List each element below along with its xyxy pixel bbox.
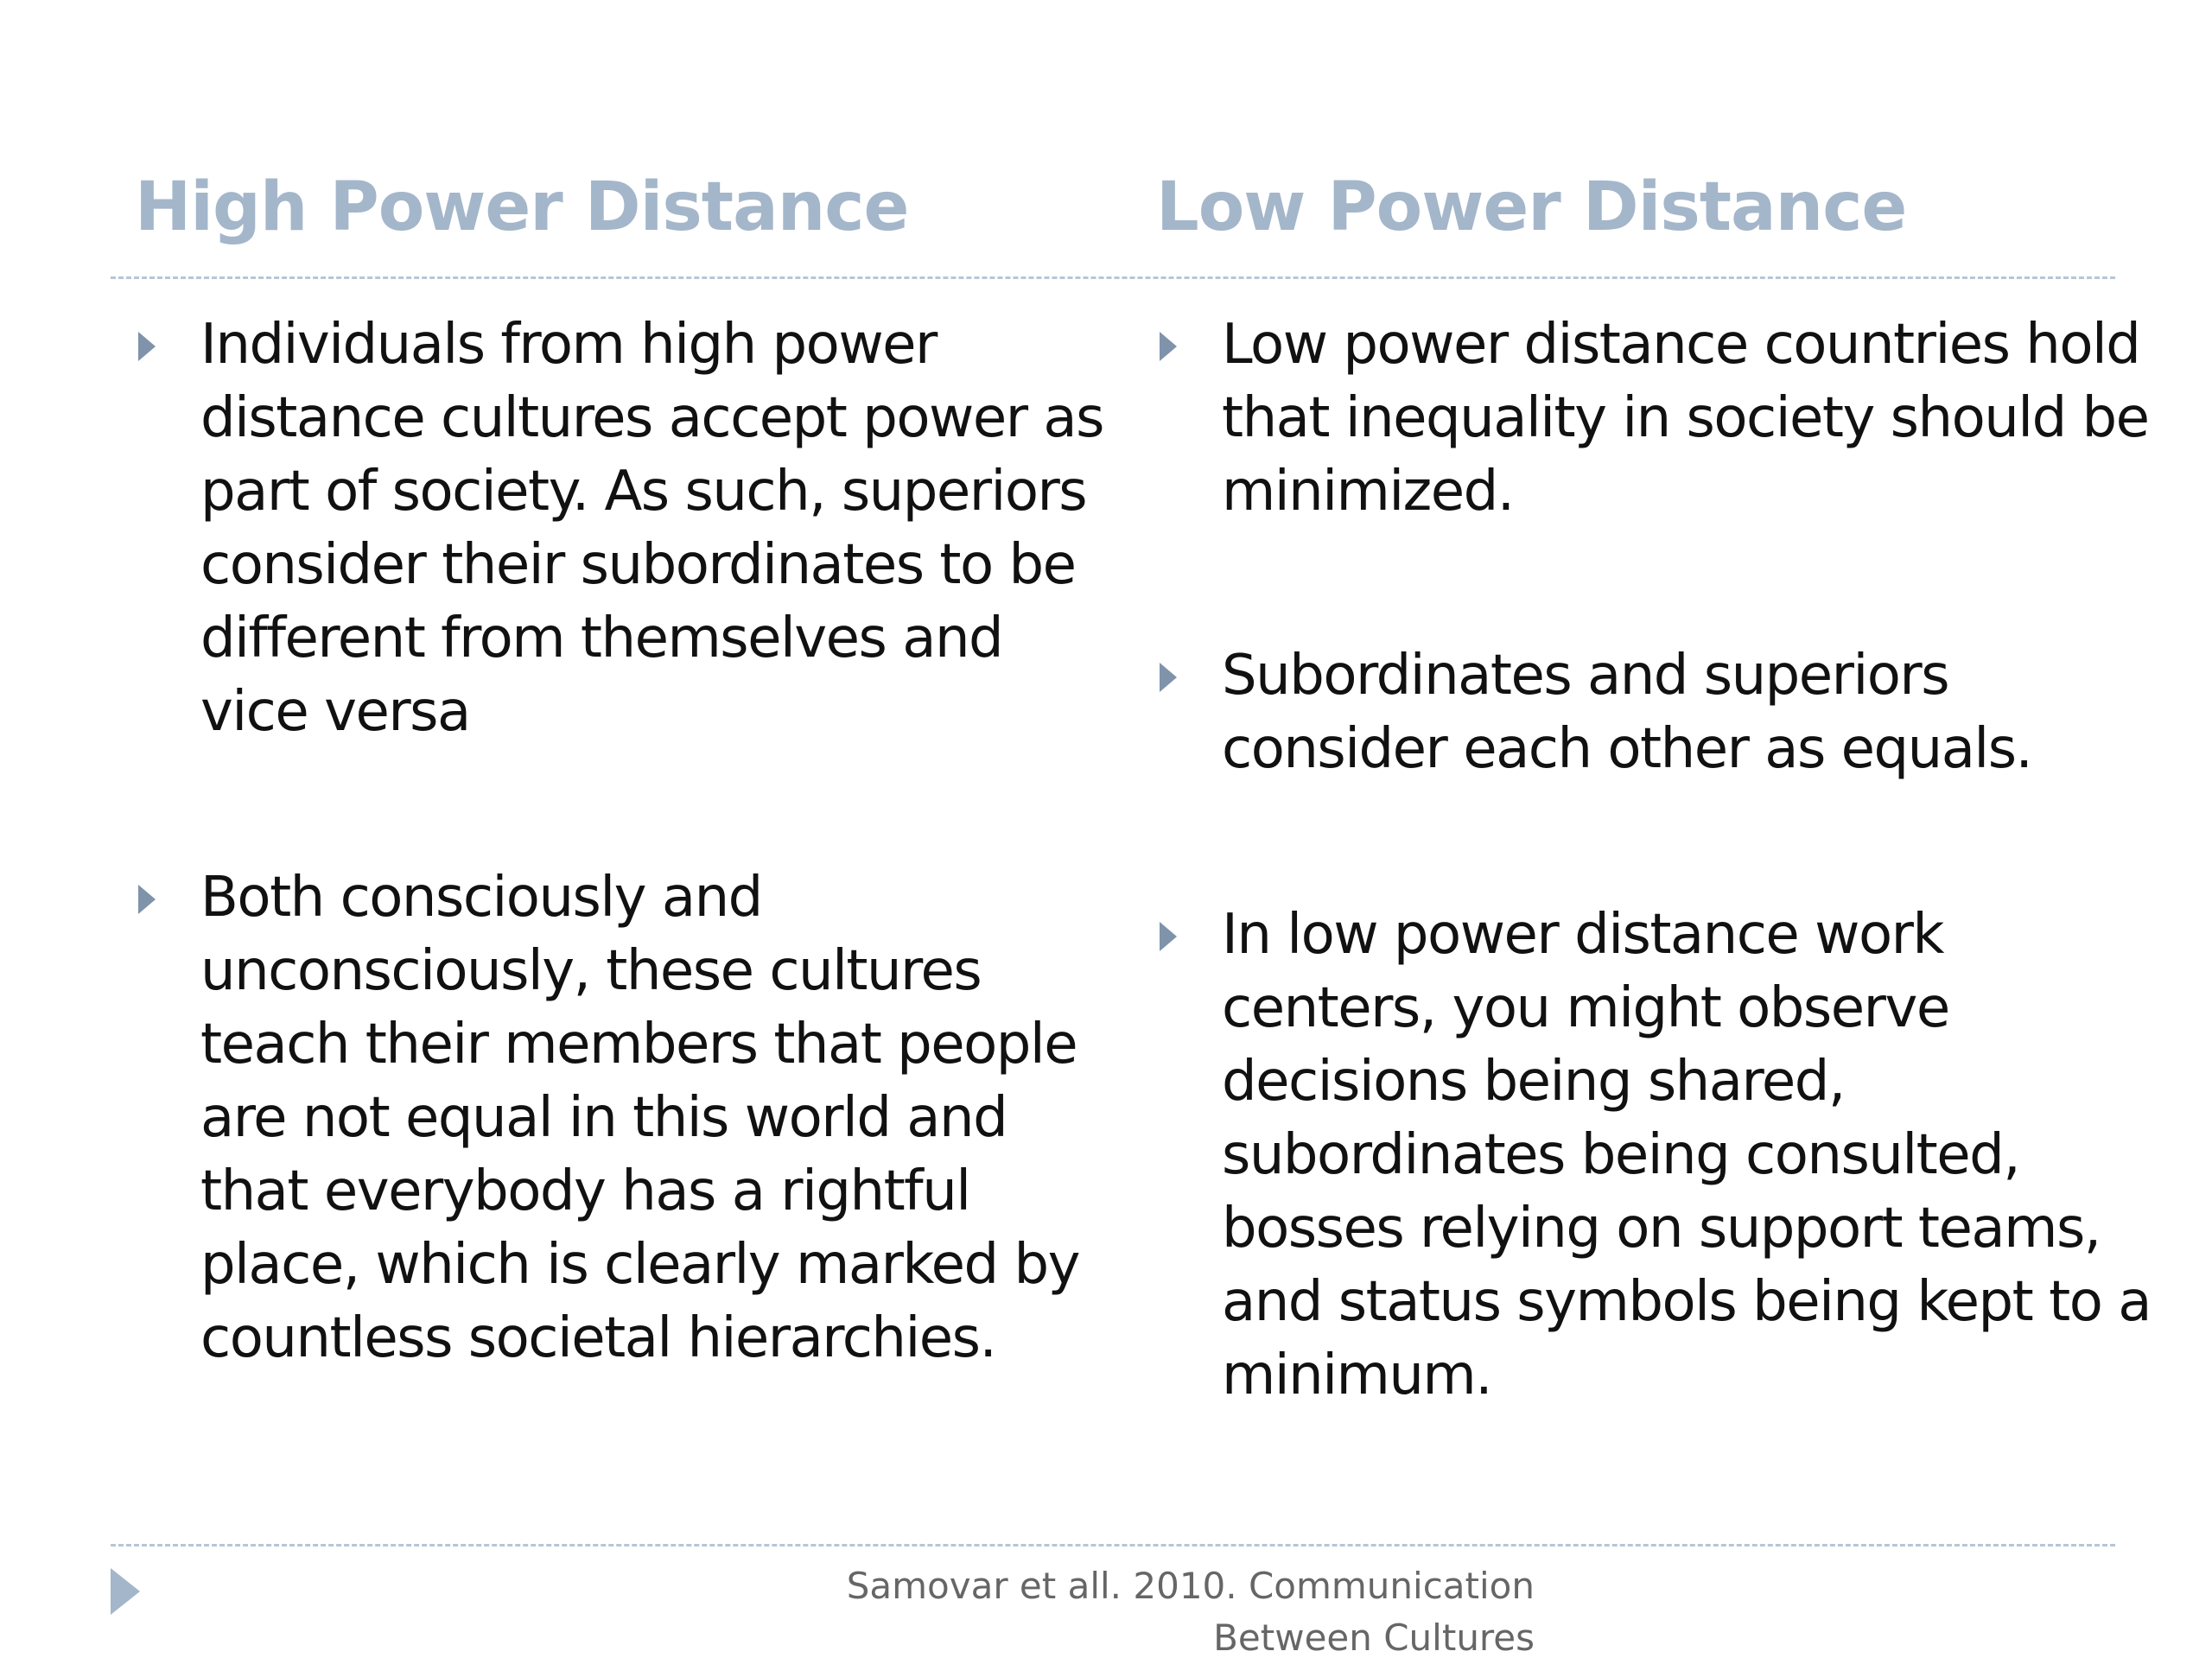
bullet-arrow-icon bbox=[1160, 663, 1177, 692]
footer-arrow-icon bbox=[111, 1568, 140, 1615]
bullet-item bbox=[130, 308, 1115, 749]
top-divider bbox=[111, 276, 2115, 279]
bullet-text: Low power distance countries hold that inequality in society should be minimized. bbox=[1222, 313, 2149, 524]
heading-high-power-distance: High Power Distance bbox=[135, 168, 909, 246]
bullet-item bbox=[1151, 899, 2153, 1413]
heading-low-power-distance: Low Power Distance bbox=[1156, 168, 1907, 246]
bullet-arrow-icon bbox=[138, 885, 156, 914]
footer-citation-line-1: Samovar et all. 2010. Communication bbox=[846, 1565, 1535, 1607]
bullet-text: Both consciously and unconsciously, these cultures teach their members that people are not equal in this world and that everybody has a rightful place, which is clearly marked by countless societal hierarchies. bbox=[200, 866, 1079, 1370]
footer-citation bbox=[847, 1560, 1535, 1664]
bullet-text: Subordinates and superiors consider each other as equals. bbox=[1222, 644, 2032, 781]
bullet-item bbox=[1151, 308, 2153, 529]
bullet-text: In low power distance work centers, you might observe decisions being shared, subordinates being consulted, bosses relying on support teams, and status symbols being kept to a minimum. bbox=[1222, 903, 2151, 1407]
footer-divider bbox=[111, 1544, 2115, 1547]
bullet-arrow-icon bbox=[1160, 332, 1177, 361]
bullet-item bbox=[130, 861, 1115, 1375]
footer-citation-line-2: Between Cultures bbox=[1213, 1616, 1535, 1659]
bullet-item bbox=[1151, 639, 2153, 786]
bullet-arrow-icon bbox=[138, 332, 156, 361]
bullet-text: Individuals from high power distance cultures accept power as part of society. As such, superiors consider their subordinates to be different from themselves and vice versa bbox=[200, 313, 1103, 744]
bullet-arrow-icon bbox=[1160, 922, 1177, 951]
